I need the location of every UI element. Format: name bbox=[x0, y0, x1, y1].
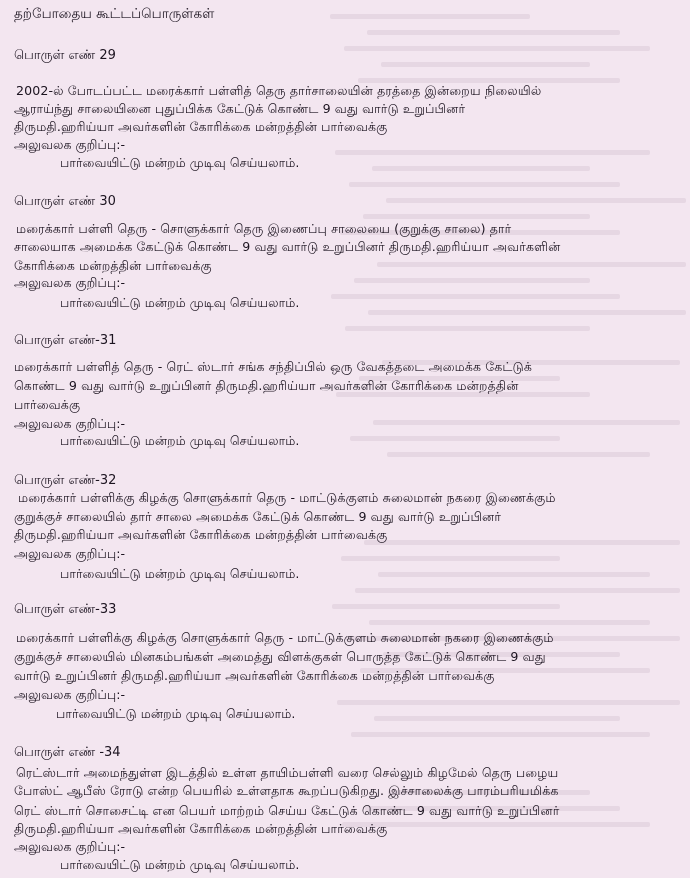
item-heading: பொருள் எண் 29 bbox=[14, 48, 116, 63]
office-note-label: அலுவலக குறிப்பு:- bbox=[14, 137, 126, 152]
decision-text: பார்வையிட்டு மன்றம் முடிவு செய்யலாம். bbox=[60, 433, 300, 448]
item-text-line: குறுக்குச் சாலையில் மினகம்பங்கள் அமைத்து விளக்குகள் பொருத்த கேட்டுக் கொண்ட 9 வது bbox=[14, 649, 546, 664]
item-heading: பொருள் எண் 30 bbox=[14, 194, 116, 209]
office-note-label: அலுவலக குறிப்பு:- bbox=[14, 416, 126, 431]
item-text-line: வார்டு உறுப்பினர் திருமதி.ஹரிய்யா அவர்களின் கோரிக்கை மன்றத்தின் பார்வைக்கு bbox=[14, 668, 495, 683]
item-heading: பொருள் எண்-33 bbox=[14, 602, 117, 617]
decision-text: பார்வையிட்டு மன்றம் முடிவு செய்யலாம். bbox=[60, 566, 300, 581]
item-text-line: ரெட்ஸ்டார் அமைந்துள்ள இடத்தில் உள்ள தாயிம்பள்ளி வரை செல்லும் கிழமேல் தெரு பழைய bbox=[16, 765, 559, 780]
item-text-line: மரைக்கார் பள்ளித் தெரு - ரெட் ஸ்டார் சங்க சந்திப்பில் ஒரு வேகத்தடை அமைக்க கேட்டுக் bbox=[14, 359, 533, 374]
decision-text: பார்வையிட்டு மன்றம் முடிவு செய்யலாம். bbox=[60, 295, 300, 310]
item-text-line: திருமதி.ஹரிய்யா அவர்களின் கோரிக்கை மன்றத்தின் பார்வைக்கு bbox=[14, 527, 388, 542]
item-text-line: ஆராய்ந்து சாலையினை புதுப்பிக்க கேட்டுக் கொண்ட 9 வது வார்டு உறுப்பினர் bbox=[14, 101, 466, 116]
office-note-label: அலுவலக குறிப்பு:- bbox=[14, 687, 126, 702]
item-text-line: கோரிக்கை மன்றத்தின் பார்வைக்கு bbox=[14, 258, 212, 273]
office-note-label: அலுவலக குறிப்பு:- bbox=[14, 275, 126, 290]
item-text-line: 2002-ல் போடப்பட்ட மரைக்கார் பள்ளித் தெரு தார்சாலையின் தரத்தை இன்றைய நிலையில் bbox=[16, 83, 542, 98]
item-text-line: கொண்ட 9 வது வார்டு உறுப்பினர் திருமதி.ஹரிய்யா அவர்களின் கோரிக்கை மன்றத்தின் bbox=[14, 378, 519, 393]
item-text-line: திருமதி.ஹரிய்யா அவர்களின் கோரிக்கை மன்றத்தின் பார்வைக்கு bbox=[14, 119, 388, 134]
item-heading: பொருள் எண்-32 bbox=[14, 473, 117, 488]
item-text-line: திருமதி.ஹரிய்யா அவர்களின் கோரிக்கை மன்றத்தின் பார்வைக்கு bbox=[14, 821, 388, 836]
item-heading: பொருள் எண்-31 bbox=[14, 333, 117, 348]
item-text-line: மரைக்கார் பள்ளிக்கு கிழக்கு சொளுக்கார் தெரு - மாட்டுக்குளம் சுலைமான் நகரை இணைக்கும் bbox=[18, 490, 556, 505]
office-note-label: அலுவலக குறிப்பு:- bbox=[14, 839, 126, 854]
item-text-line: சாலையாக அமைக்க கேட்டுக் கொண்ட 9 வது வார்டு உறுப்பினர் திருமதி.ஹரிய்யா அவர்களின் bbox=[14, 239, 561, 254]
page-title: தற்போதைய கூட்டப்பொருள்கள் bbox=[14, 6, 215, 22]
item-text-line: ரெட் ஸ்டார் சொசைட்டி என பெயர் மாற்றம் செய்ய கேட்டுக் கொண்ட 9 வது வார்டு உறுப்பினர் bbox=[14, 803, 560, 818]
item-text-line: போஸ்ட் ஆபீஸ் ரோடு என்ற பெயரில் உள்ளதாக கூறப்படுகிறது. இச்சாலைக்கு பாரம்பரியமிக்க bbox=[14, 783, 559, 798]
item-text-line: மரைக்கார் பள்ளிக்கு கிழக்கு சொளுக்கார் தெரு - மாட்டுக்குளம் சுலைமான் நகரை இணைக்கும் bbox=[16, 630, 554, 645]
office-note-label: அலுவலக குறிப்பு:- bbox=[14, 546, 126, 561]
item-text-line: குறுக்குச் சாலையில் தார் சாலை அமைக்க கேட்டுக் கொண்ட 9 வது வார்டு உறுப்பினர் bbox=[14, 509, 502, 524]
item-text-line: மரைக்கார் பள்ளி தெரு - சொளுக்கார் தெரு இணைப்பு சாலையை (குறுக்கு சாலை) தார் bbox=[16, 221, 512, 236]
item-text-line: பார்வைக்கு bbox=[14, 397, 81, 412]
decision-text: பார்வையிட்டு மன்றம் முடிவு செய்யலாம். bbox=[60, 857, 300, 872]
decision-text: பார்வையிட்டு மன்றம் முடிவு செய்யலாம். bbox=[60, 155, 300, 170]
decision-text: பார்வையிட்டு மன்றம் முடிவு செய்யலாம். bbox=[56, 706, 296, 721]
item-heading: பொருள் எண் -34 bbox=[14, 745, 121, 760]
